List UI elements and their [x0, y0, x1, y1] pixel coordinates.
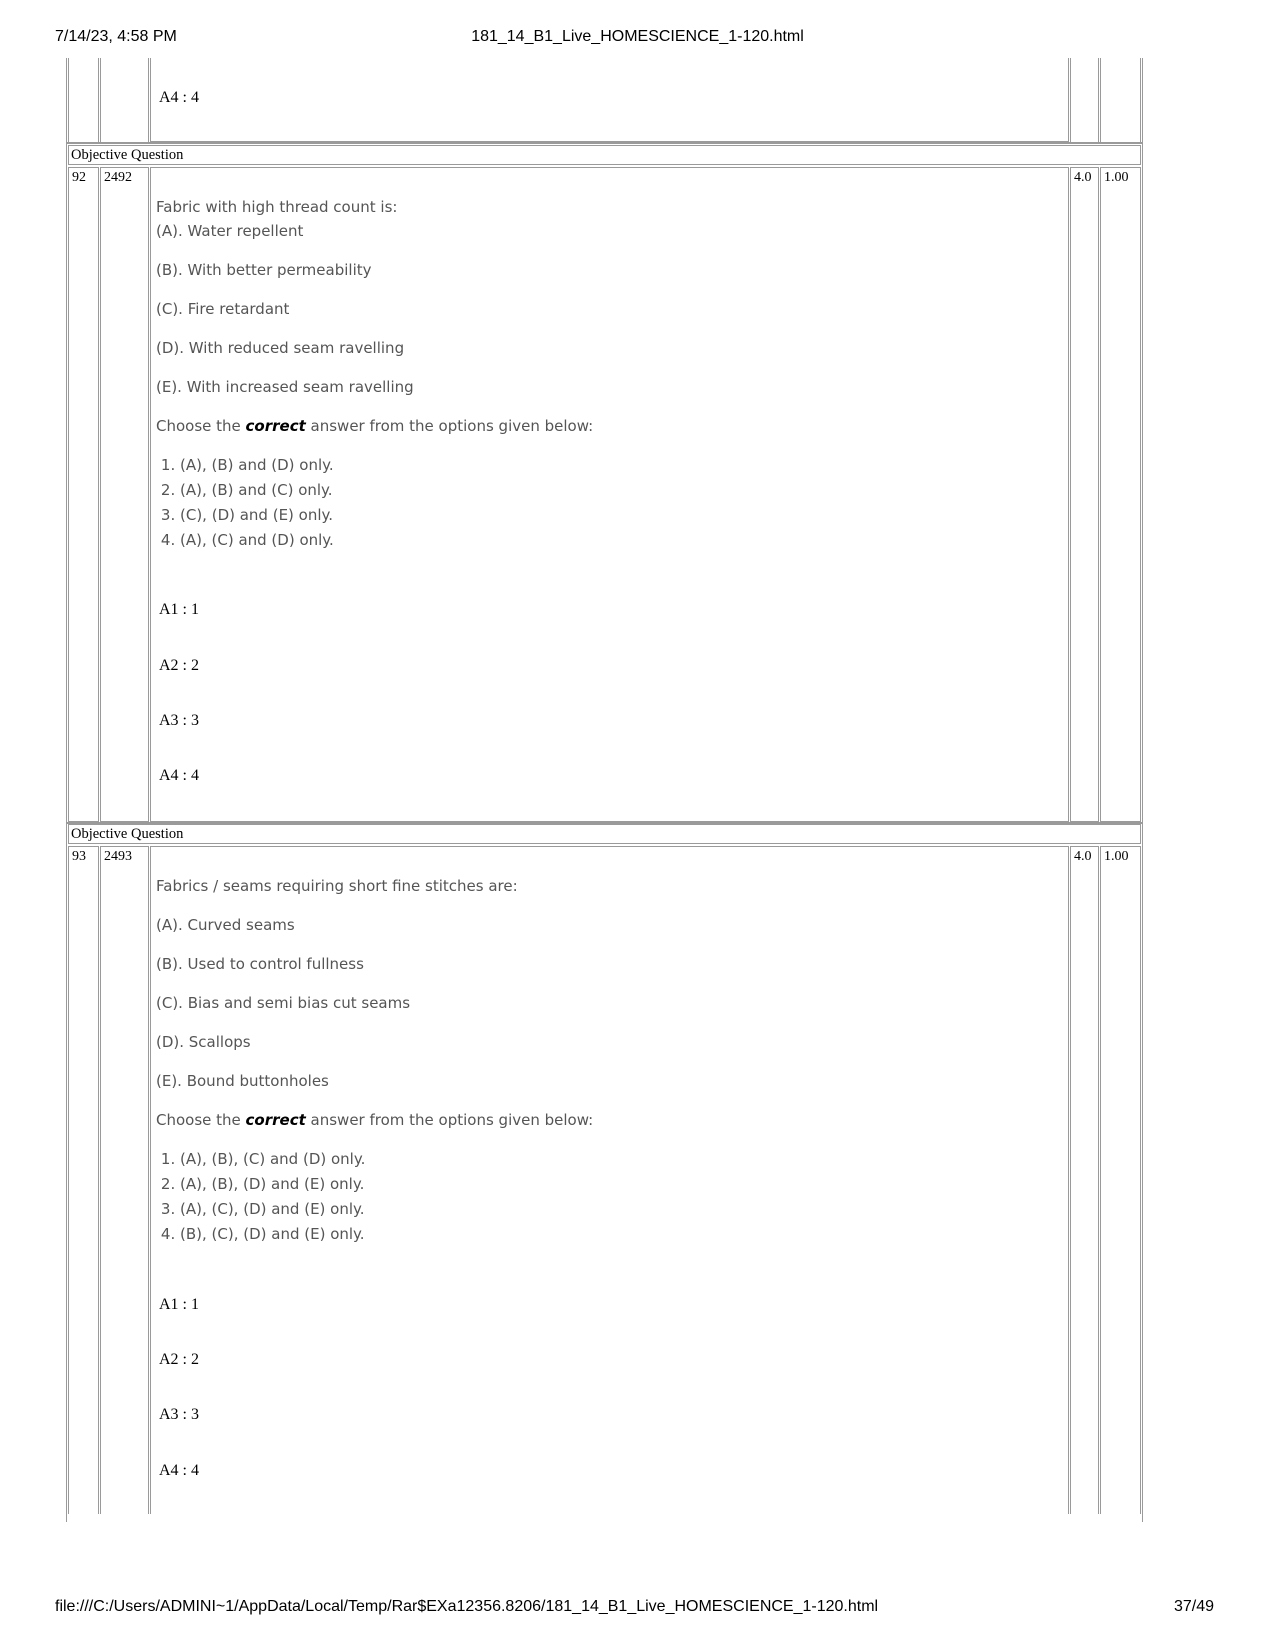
choice-2: 2. (A), (B), (D) and (E) only. [180, 1172, 1056, 1197]
option-b: (B). Used to control fullness [156, 955, 364, 973]
question-marks: 4.0 [1070, 846, 1099, 1514]
question-stem: Fabrics / seams requiring short fine stitches are: [156, 877, 518, 895]
choice-4: 4. (A), (C) and (D) only. [180, 528, 1056, 553]
question-serial: 93 [68, 846, 99, 1514]
print-page-number: 37/49 [1173, 1598, 1214, 1615]
option-d: (D). With reduced seam ravelling [156, 339, 405, 357]
choice-3: 3. (A), (C), (D) and (E) only. [180, 1197, 1056, 1222]
option-e: (E). With increased seam ravelling [156, 378, 414, 396]
answer-a2: A2 : 2 [159, 657, 199, 674]
answer-choices [156, 1147, 1056, 1247]
choose-instruction: Choose the correct answer from the options given below: [156, 417, 594, 435]
option-c: (C). Bias and semi bias cut seams [156, 994, 411, 1012]
question-negative-marks: 1.00 [1100, 846, 1141, 1514]
print-filename: 181_14_B1_Live_HOMESCIENCE_1-120.html [471, 28, 804, 45]
choice-1: 1. (A), (B), (C) and (D) only. [180, 1147, 1056, 1172]
choice-1: 1. (A), (B) and (D) only. [180, 453, 1056, 478]
choice-4: 4. (B), (C), (D) and (E) only. [180, 1222, 1056, 1247]
choice-2: 2. (A), (B) and (C) only. [180, 478, 1056, 503]
option-a: (A). Curved seams [156, 916, 295, 934]
option-b: (B). With better permeability [156, 261, 372, 279]
question-id: 2493 [100, 846, 149, 1514]
answer-a4: A4 : 4 [159, 1462, 199, 1479]
choice-3: 3. (C), (D) and (E) only. [180, 503, 1056, 528]
question-type-label: Objective Question [68, 145, 1141, 165]
answer-a1: A1 : 1 [159, 601, 199, 618]
print-file-path: file:///C:/Users/ADMINI~1/AppData/Local/Temp/Rar$EXa12356.8206/181_14_B1_Live_HOMESCIENCE_1-120.html [55, 1598, 879, 1615]
answer-a3: A3 : 3 [159, 1406, 199, 1423]
answer-a1: A1 : 1 [159, 1296, 199, 1313]
option-d: (D). Scallops [156, 1033, 251, 1051]
answer-a4: A4 : 4 [159, 767, 199, 784]
question-negative-marks: 1.00 [1100, 167, 1141, 822]
question-serial: 92 [68, 167, 99, 822]
choose-instruction: Choose the correct answer from the options given below: [156, 1111, 594, 1129]
option-e: (E). Bound buttonholes [156, 1072, 329, 1090]
prev-answer-a4: A4 : 4 [159, 89, 199, 106]
question-marks: 4.0 [1070, 167, 1099, 822]
question-id: 2492 [100, 167, 149, 822]
answer-a2: A2 : 2 [159, 1351, 199, 1368]
answer-a3: A3 : 3 [159, 712, 199, 729]
answer-choices [156, 453, 1056, 553]
option-a: (A). Water repellent [156, 222, 304, 240]
option-c: (C). Fire retardant [156, 300, 290, 318]
question-type-label: Objective Question [68, 824, 1141, 844]
print-datetime: 7/14/23, 4:58 PM [55, 28, 177, 45]
question-stem: Fabric with high thread count is: [156, 198, 398, 216]
